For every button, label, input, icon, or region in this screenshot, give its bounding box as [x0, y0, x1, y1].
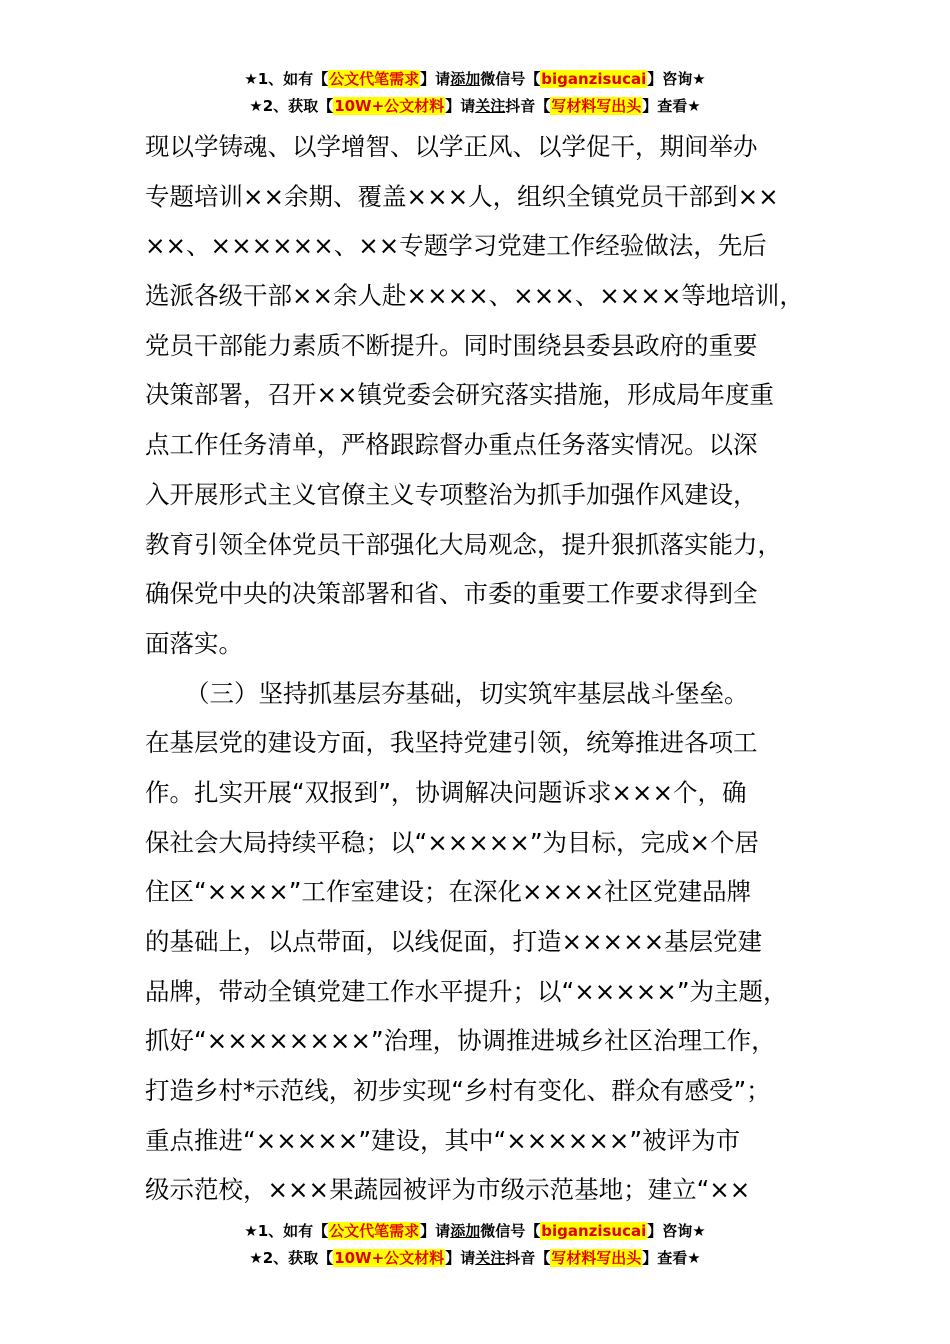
banner-text: 】咨询★ — [647, 1222, 706, 1240]
body-line: 抓好“××××××××”治理，协调推进城乡社区治理工作， — [145, 1026, 776, 1056]
body-line: 品牌，带动全镇党建工作水平提升；以“×××××”为主题， — [145, 976, 788, 1006]
highlight-wechat-id: biganzisucai — [541, 1222, 647, 1240]
banner-text: 】请 — [445, 97, 476, 115]
footer-banner — [0, 1218, 950, 1272]
highlight-service: 公文代笔需求 — [329, 70, 420, 88]
highlight-douyin-account: 写材料写出头 — [551, 1249, 642, 1267]
body-line: 专题培训××余期、覆盖×××人，组织全镇党员干部到×× — [145, 181, 779, 211]
body-line: 级示范校，×××果蔬园被评为市级示范基地；建立“×× — [145, 1175, 751, 1205]
body-line: 现以学铸魂、以学增智、以学正风、以学促干，期间举办 — [145, 132, 758, 161]
highlight-douyin-account: 写材料写出头 — [551, 97, 642, 115]
body-line: 教育引领全体党员干部强化大局观念，提升狠抓落实能力， — [145, 529, 782, 559]
banner-text: 微信号【 — [480, 1222, 541, 1240]
highlight-materials: 10W+公文材料 — [334, 1249, 445, 1267]
banner-underlined: 添加 — [450, 1222, 481, 1240]
banner-text: ★1、如有【 — [244, 1222, 329, 1240]
header-banner — [0, 66, 950, 120]
banner-text: 】查看★ — [642, 97, 701, 115]
banner-line-2 — [0, 1245, 950, 1272]
banner-text: 抖音【 — [505, 1249, 551, 1267]
banner-text: 】请 — [420, 70, 451, 88]
banner-text: 】查看★ — [642, 1249, 701, 1267]
body-line: 入开展形式主义官僚主义专项整治为抓手加强作风建设， — [145, 479, 758, 509]
body-line: 面落实。 — [145, 628, 243, 658]
body-line: 住区“××××”工作室建设；在深化××××社区党建品牌 — [145, 877, 752, 907]
banner-line-2 — [0, 93, 950, 120]
banner-text: 】请 — [420, 1222, 451, 1240]
body-line: 点工作任务清单，严格跟踪督办重点任务落实情况。以深 — [145, 430, 758, 460]
highlight-materials: 10W+公文材料 — [334, 97, 445, 115]
banner-text: ★1、如有【 — [244, 70, 329, 88]
banner-line-1 — [0, 1218, 950, 1245]
body-line: 作。扎实开展“双报到”，协调解决问题诉求×××个，确 — [145, 777, 747, 807]
body-line: 选派各级干部××余人赴××××、×××、××××等地培训， — [145, 281, 804, 311]
banner-underlined: 关注 — [475, 1249, 506, 1267]
body-line: 确保党中央的决策部署和省、市委的重要工作要求得到全 — [145, 579, 758, 609]
banner-text: 】请 — [445, 1249, 476, 1267]
banner-text: 】咨询★ — [647, 70, 706, 88]
banner-line-1 — [0, 66, 950, 93]
body-line: 党员干部能力素质不断提升。同时围绕县委县政府的重要 — [145, 330, 758, 360]
body-line: 在基层党的建设方面，我坚持党建引领，统筹推进各项工 — [145, 728, 758, 758]
document-body — [145, 122, 845, 1215]
body-line: ××、××××××、××专题学习党建工作经验做法，先后 — [145, 231, 767, 261]
body-line: 重点推进“×××××”建设，其中“××××××”被评为市 — [145, 1125, 741, 1155]
body-line: 保社会大局持续平稳；以“×××××”为目标，完成×个居 — [145, 827, 760, 857]
banner-text: ★2、获取【 — [249, 1249, 334, 1267]
banner-text: 微信号【 — [480, 70, 541, 88]
body-line: 打造乡村*示范线，初步实现“乡村有变化、群众有感受”； — [145, 1076, 771, 1106]
highlight-wechat-id: biganzisucai — [541, 70, 647, 88]
section-heading: （三）坚持抓基层夯基础，切实筑牢基层战斗堡垒。 — [185, 678, 749, 708]
highlight-service: 公文代笔需求 — [329, 1222, 420, 1240]
banner-underlined: 添加 — [450, 70, 481, 88]
banner-underlined: 关注 — [475, 97, 506, 115]
banner-text: 抖音【 — [505, 97, 551, 115]
body-line: 决策部署，召开××镇党委会研究落实措施，形成局年度重 — [145, 380, 775, 410]
banner-text: ★2、获取【 — [249, 97, 334, 115]
body-line: 的基础上，以点带面，以线促面，打造×××××基层党建 — [145, 927, 763, 956]
